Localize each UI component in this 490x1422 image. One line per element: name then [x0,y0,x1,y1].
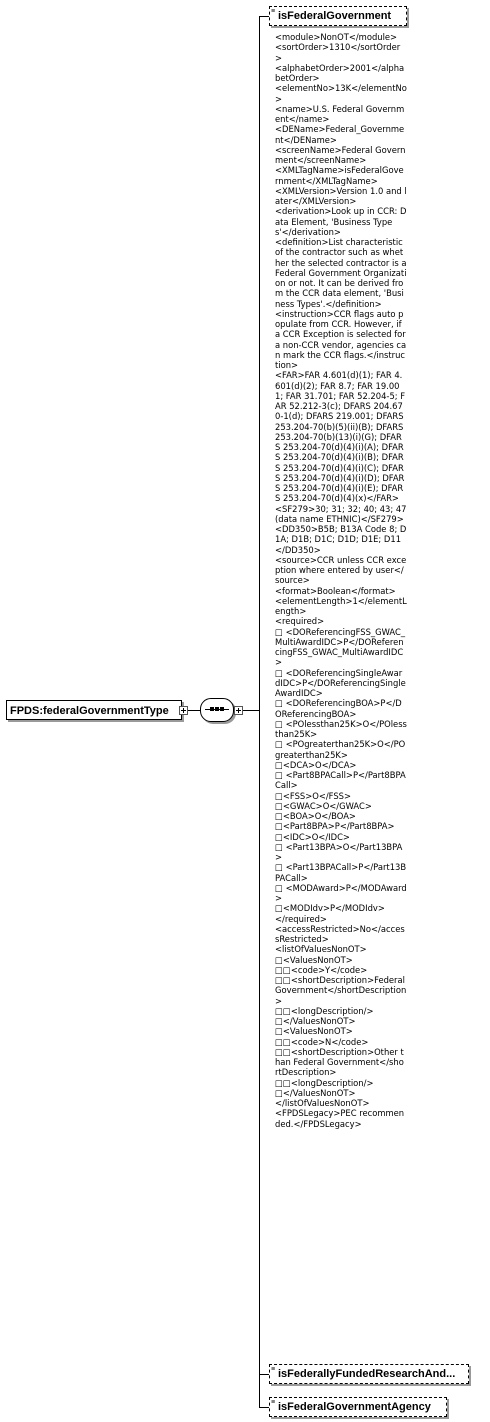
attribute-marker-icon: ≡ [271,8,276,15]
element-name: isFederallyFundedResearchAnd... [278,1368,456,1380]
sequence-dot [215,707,219,711]
connector-line [188,710,200,711]
sequence-expand-icon[interactable] [234,706,243,715]
root-type-label: FPDS:federalGovernmentType [10,705,169,717]
root-type-box[interactable] [6,700,182,720]
connector-line [243,710,259,711]
element-name: isFederalGovernment [278,10,392,22]
attribute-marker-icon: ≡ [271,1366,276,1373]
branch-vertical-line [259,16,260,1407]
branch-line-1 [259,16,269,17]
branch-line-2 [259,1374,269,1375]
element-is-federal-government[interactable] [269,6,407,26]
sequence-compositor-icon[interactable] [200,698,234,722]
branch-line-3 [259,1407,269,1408]
element-documentation: <module>NonOT</module> <sortOrder>1310</sortOrder> <alphabetOrder>2001</alphabetOrder> <elementNo>13K</elementNo> <name>U.S. Federal Government</name> <DEName>Federal_Government</DEName> <screenName>Federal Government</screenName> <XMLTagName>isFederalGovernment</XMLTagName> <XMLVersion>Version 1.0 and later</XMLVersion> <derivation>Look up in CCR: Data Element, 'Business Types'</derivation> <definition>List characteristic of the contractor such as whether the selected contractor is a Federal Government Organization or not. It can be derived from the CCR data element, 'Business Types'.</definition> <instruction>CCR flags auto populate from CCR. However, if a CCR Exception is selected for a non-CCR vendor, agencies can mark the CCR flags.</instruction> <FAR>FAR 4.601(d)(1); FAR 4.601(d)(2); FAR 8.7; FAR 19.001; FAR 31.701; FAR 52.204-5; FAR 52.212-3(c); DFARS 204.670-1(d); DFARS 219.001; DFARS 253.204-70(b)(5)(ii)(B); DFARS 253.204-70(b)(13)(i)(G); DFARS 253.204-70(d)(4)(i)(A); DFARS 253.204-70(d)(4)(i)(B); DFARS 253.204-70(d)(4)(i)(C); DFARS 253.204-70(d)(4)(i)(D); DFARS 253.204-70(d)(4)(i)(E); DFARS 253.204-70(d)(4)(x)</FAR> <SF279>30; 31; 32; 40; 43; 47 (data name ETHNIC)</SF279> <DD350>B5B; B13A Code 8; D1A; D1B; D1C; D1D; D1E; D11</DD350> <source>CCR unless CCR exception where entered by user</source> <format>Boolean</format> <elementLength>1</elementLength> <required> □ <DOReferencingFSS_GWAC_MultiAwardIDC>P</DOReferencingFSS_GWAC_MultiAwardIDC> □ <DOReferencingSingleAwardIDC>P</DOReferencingSingleAwardIDC> □ <DOReferencingBOA>P</DOReferencingBOA> □ <POlessthan25K>O</POlessthan25K> □ <POgreaterthan25K>O</POgreaterthan25K> □<DCA>O</DCA> □ <Part8BPACall>P</Part8BPACall> □<FSS>O</FSS> □<GWAC>O</GWAC> □<BOA>O</BOA> □<Part8BPA>P</Part8BPA> □<IDC>O</IDC> □ <Part13BPA>O</Part13BPA> □ <Part13BPACall>P</Part13BPACall> □ <MODAward>P</MODAward> □<MODIdv>P</MODIdv> </required> <accessRestricted>No</accessRestricted> <listOfValuesNonOT> □<ValuesNonOT> □□<code>Y</code> □□<shortDescription>Federal Government</shortDescription> □□<longDescription/> □</ValuesNonOT> □<ValuesNonOT> □□<code>N</code> □□<shortDescription>Other than Federal Government</shortDescription> □□<longDescription/> □</ValuesNonOT> </listOfValuesNonOT> <FPDSLegacy>PEC recommended.</FPDSLegacy> [275,32,407,1129]
element-name: isFederalGovernmentAgency [278,1401,431,1413]
attribute-marker-icon: ≡ [271,1399,276,1406]
root-expand-icon[interactable] [179,706,188,715]
sequence-dot [220,707,224,711]
element-is-federal-government-agency[interactable] [269,1397,447,1417]
element-is-federally-funded-research[interactable] [269,1364,469,1384]
sequence-dot [210,707,214,711]
